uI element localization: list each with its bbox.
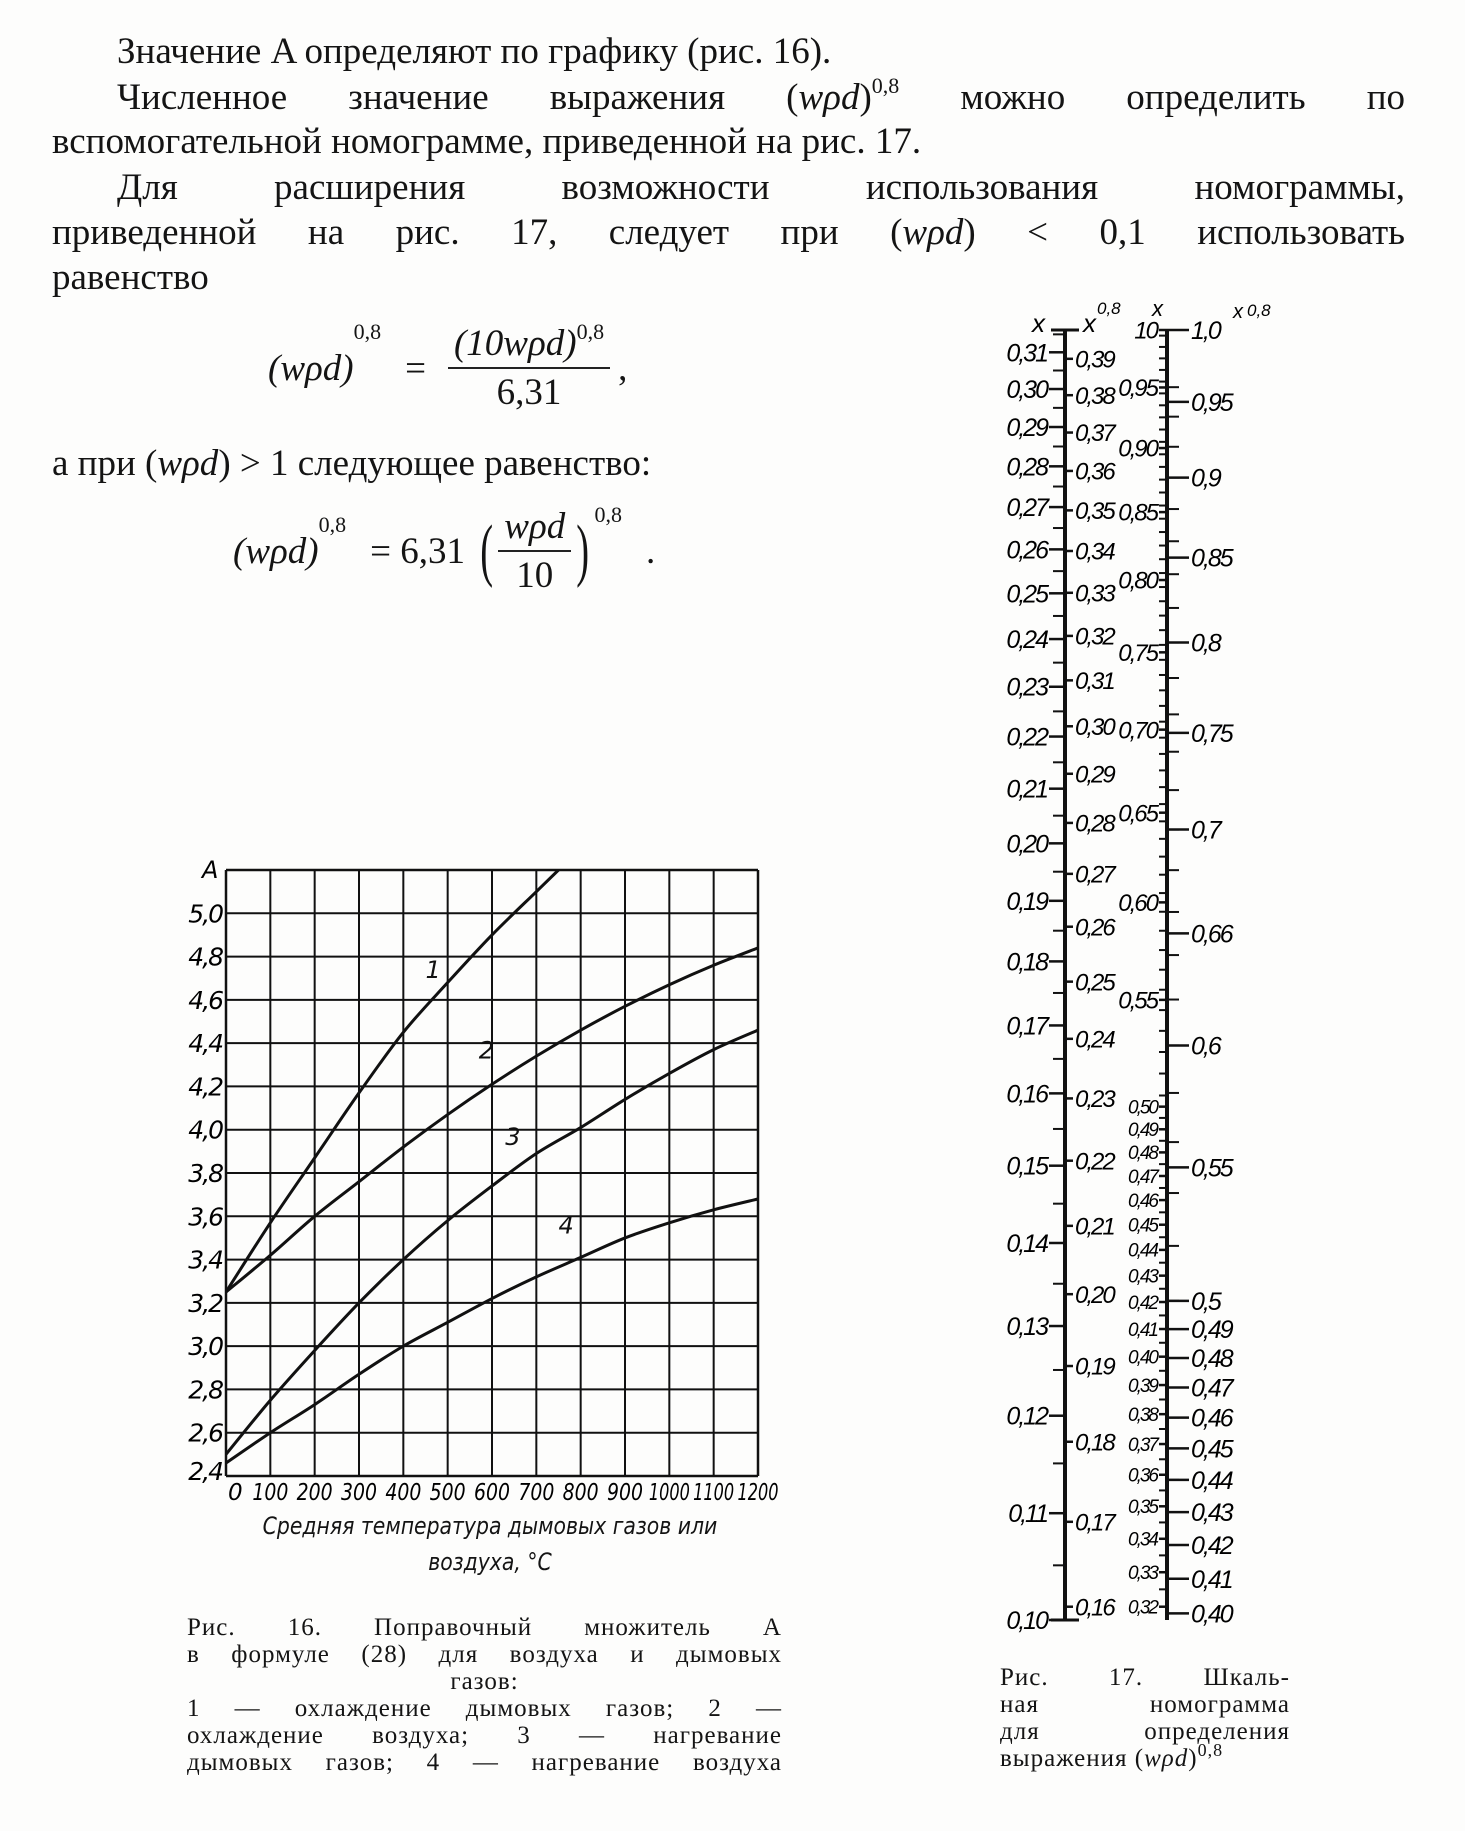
numerator: wρd <box>498 505 571 552</box>
x-tick-label: 500 <box>429 1480 466 1506</box>
curve-label: 2 <box>478 1036 494 1065</box>
right-scale-x-label: 0,39 <box>1128 1375 1157 1397</box>
right-scale-header-exponent: 0,8 <box>1247 301 1271 320</box>
expression: wρd <box>1144 1745 1189 1772</box>
right-scale-x-label: 0,85 <box>1118 499 1157 527</box>
figure-17-caption <box>1000 1664 1290 1772</box>
right-scale-x-label: 0,38 <box>1128 1404 1157 1426</box>
right-scale-x-label: 0,40 <box>1128 1347 1157 1369</box>
expression: wρd <box>902 212 964 253</box>
right-scale-x-label: 0,42 <box>1128 1292 1157 1314</box>
y-tick-label: 4,2 <box>188 1072 222 1102</box>
left-scale-x08-label: 0,17 <box>1075 1509 1114 1537</box>
comma: , <box>618 347 628 389</box>
right-scale-x-label: 0,41 <box>1128 1319 1157 1341</box>
x-tick-label: 800 <box>562 1480 599 1506</box>
left-scale-x-label: 0,27 <box>1006 494 1047 523</box>
x-tick-label: 0 <box>228 1480 243 1506</box>
left-scale-x-label: 0,14 <box>1006 1229 1047 1258</box>
text: можно определить по <box>899 77 1405 118</box>
right-scale-x08-label: 0,7 <box>1191 816 1220 845</box>
exponent: 0,8 <box>871 73 900 98</box>
right-scale-x-label: 0,44 <box>1128 1240 1157 1262</box>
right-scale-x08-label: 0,75 <box>1191 719 1232 748</box>
right-scale-x08-label: 0,49 <box>1191 1316 1232 1345</box>
y-tick-label: 3,4 <box>188 1245 222 1275</box>
right-scale-x-label: 0,75 <box>1118 639 1157 667</box>
left-scale-x-label: 0,24 <box>1006 626 1047 655</box>
left-scale-x-label: 0,22 <box>1006 723 1047 752</box>
curve-label: 4 <box>558 1211 574 1240</box>
left-scale-header-x08: x <box>1083 308 1096 338</box>
left-scale-x08-label: 0,37 <box>1075 420 1114 448</box>
x-tick-label: 700 <box>518 1480 555 1506</box>
curve-label: 3 <box>505 1122 521 1151</box>
paragraph-3-line-3: равенство <box>52 257 209 298</box>
x-tick-label: 200 <box>296 1480 333 1506</box>
right-scale-x08-label: 0,45 <box>1191 1435 1232 1464</box>
right-scale-x-label: 0,34 <box>1128 1529 1157 1551</box>
left-scale-x08-label: 0,39 <box>1075 346 1114 374</box>
left-scale-x08-label: 0,28 <box>1075 810 1114 838</box>
left-scale-x08-label: 0,32 <box>1075 623 1114 651</box>
paragraph-3-line-1: Для расширения возможности использования номограммы, <box>117 167 1405 208</box>
y-tick-label: 4,0 <box>188 1115 222 1145</box>
right-scale-x-label: 0,70 <box>1118 717 1157 745</box>
left-scale-header-x: x <box>1032 308 1045 338</box>
right-scale-x08-label: 0,48 <box>1191 1344 1232 1373</box>
caption-line: в формуле (28) для воздуха и дымовых <box>187 1641 782 1668</box>
left-scale-x-label: 0,21 <box>1006 775 1047 804</box>
right-scale-x08-label: 0,85 <box>1191 544 1232 573</box>
right-scale-x-label: 0,60 <box>1118 890 1157 918</box>
left-scale-x-label: 0,15 <box>1006 1152 1047 1181</box>
left-scale-x08-label: 0,35 <box>1075 498 1114 526</box>
equals-coefficient: = 6,31 <box>370 530 465 572</box>
caption-line: газов: <box>450 1668 519 1695</box>
left-scale-x08-label: 0,20 <box>1075 1281 1114 1309</box>
right-scale-x-label: 0,90 <box>1118 435 1157 463</box>
y-axis-label: A <box>202 856 219 884</box>
right-scale-x-label: 0,35 <box>1128 1497 1157 1519</box>
left-scale-x08-label: 0,36 <box>1075 458 1114 486</box>
x-tick-label: 300 <box>341 1480 377 1506</box>
right-scale-x08-label: 0,9 <box>1191 464 1220 493</box>
paren-open: ( <box>480 512 494 589</box>
left-scale-x-label: 0,23 <box>1006 673 1047 702</box>
left-scale-x-label: 0,25 <box>1006 580 1047 609</box>
left-scale-x08-label: 0,18 <box>1075 1429 1114 1457</box>
left-scale-x08-label: 0,26 <box>1075 914 1114 942</box>
left-scale-x08-label: 0,19 <box>1075 1353 1114 1381</box>
left-scale-x08-label: 0,30 <box>1075 713 1114 741</box>
right-scale-x08-label: 0,44 <box>1191 1466 1232 1495</box>
left-scale-x-label: 0,19 <box>1006 887 1047 916</box>
text: а при ( <box>52 443 158 484</box>
left-scale-header-exponent: 0,8 <box>1097 299 1121 318</box>
left-scale-x-label: 0,26 <box>1006 536 1047 565</box>
right-scale-x08-label: 0,42 <box>1191 1532 1232 1561</box>
y-tick-label: 5,0 <box>188 899 222 929</box>
left-scale-x08-label: 0,25 <box>1075 969 1114 997</box>
exponent: 0,8 <box>353 319 382 344</box>
right-scale-x-label: 10 <box>1134 317 1157 345</box>
right-scale-x-label: 0,45 <box>1128 1215 1157 1237</box>
paren-close: ) <box>576 512 590 589</box>
expression: wρd <box>157 443 219 484</box>
denominator: 10 <box>516 555 554 596</box>
left-scale-x-label: 0,16 <box>1006 1080 1047 1109</box>
y-tick-label: 4,4 <box>188 1029 222 1059</box>
left-scale-x-label: 0,29 <box>1006 414 1047 443</box>
left-scale-x08-label: 0,21 <box>1075 1213 1114 1241</box>
right-scale-x08-label: 0,43 <box>1191 1499 1232 1528</box>
left-scale-x08-label: 0,38 <box>1075 382 1114 410</box>
left-scale-x-label: 0,10 <box>1006 1607 1047 1635</box>
formula-lhs: (wρd) <box>233 530 319 572</box>
right-scale-x-label: 0,80 <box>1118 567 1157 595</box>
caption-line: дымовых газов; 4 — нагревание воздуха <box>187 1749 782 1776</box>
y-tick-label: 3,6 <box>188 1202 222 1232</box>
paragraph-1: Значение A определяют по графику (рис. 16). <box>117 31 832 72</box>
right-scale-x-label: 0,95 <box>1118 375 1157 403</box>
right-scale-x-label: 0,37 <box>1128 1434 1157 1456</box>
caption-line: охлаждение воздуха; 3 — нагревание <box>187 1722 782 1749</box>
left-scale-x-label: 0,17 <box>1006 1012 1047 1041</box>
right-scale-x08-label: 0,8 <box>1191 629 1220 658</box>
right-scale-x08-label: 0,46 <box>1191 1404 1232 1433</box>
x-tick-label: 600 <box>474 1480 510 1506</box>
x-tick-label: 1000 <box>648 1480 690 1506</box>
expression: wρd <box>798 77 860 118</box>
left-scale-x08-label: 0,22 <box>1075 1148 1114 1176</box>
y-tick-label: 3,0 <box>188 1332 222 1362</box>
text: ) <box>1188 1745 1198 1772</box>
caption-line: для определения <box>1000 1718 1290 1745</box>
x-tick-label: 100 <box>252 1480 289 1506</box>
right-scale-x-label: 0,48 <box>1128 1143 1157 1165</box>
right-scale-x08-label: 0,66 <box>1191 920 1232 949</box>
x-tick-label: 400 <box>385 1480 422 1506</box>
left-scale-x08-label: 0,27 <box>1075 861 1114 889</box>
caption-line: Рис. 16. Поправочный множитель A <box>187 1614 782 1641</box>
curve-label: 1 <box>425 956 441 985</box>
left-scale-x-label: 0,20 <box>1006 830 1047 859</box>
caption-line: ная номограмма <box>1000 1691 1290 1718</box>
text: (10wρd) <box>453 323 577 364</box>
text: ) <box>859 77 872 118</box>
left-scale-x-label: 0,31 <box>1006 339 1047 368</box>
exponent: 0,8 <box>318 512 347 537</box>
left-scale-x-label: 0,28 <box>1006 453 1047 482</box>
x-tick-label: 1100 <box>693 1480 735 1506</box>
exponent: 0,8 <box>1197 1740 1224 1760</box>
left-scale-x08-label: 0,34 <box>1075 538 1114 566</box>
right-scale-x-label: 0,46 <box>1128 1190 1157 1212</box>
formula-lhs: (wρd) <box>268 347 354 389</box>
y-tick-label: 2,6 <box>188 1418 222 1448</box>
right-scale-x-label: 0,65 <box>1118 800 1157 828</box>
y-tick-label: 3,8 <box>188 1159 222 1188</box>
right-scale-x08-label: 0,55 <box>1191 1154 1232 1183</box>
left-scale-x08-label: 0,16 <box>1075 1594 1114 1622</box>
right-scale-x08-label: 0,47 <box>1191 1374 1232 1403</box>
right-scale-x08-label: 0,5 <box>1191 1287 1220 1316</box>
text: приведенной на рис. 17, следует при ( <box>52 212 903 253</box>
right-scale-header-x: x <box>1152 296 1163 321</box>
right-scale-x-label: 0,47 <box>1128 1166 1157 1188</box>
right-scale-x-label: 0,50 <box>1128 1097 1157 1119</box>
text: ) > 1 следующее равенство: <box>218 443 652 484</box>
left-scale-x08-label: 0,29 <box>1075 761 1114 789</box>
denominator: 6,31 <box>496 372 562 413</box>
caption-line <box>1000 1740 1290 1772</box>
y-tick-label: 2,4 <box>188 1457 222 1486</box>
y-tick-label: 4,8 <box>188 942 222 972</box>
x-tick-label: 1200 <box>737 1480 779 1506</box>
period: . <box>646 530 656 572</box>
caption-line: 1 — охлаждение дымовых газов; 2 — <box>187 1695 782 1722</box>
y-tick-label: 2,8 <box>188 1375 222 1405</box>
paragraph-2-line-2: вспомогательной номограмме, приведенной на рис. 17. <box>52 121 922 162</box>
right-scale-x-label: 0,55 <box>1118 987 1157 1015</box>
right-scale-x-label: 0,33 <box>1128 1563 1157 1585</box>
right-scale-x08-label: 1,0 <box>1191 317 1220 345</box>
left-scale-x08-label: 0,31 <box>1075 667 1114 695</box>
right-scale-x08-label: 0,95 <box>1191 388 1232 417</box>
text: выражения ( <box>1000 1745 1145 1772</box>
left-scale-x-label: 0,30 <box>1006 376 1047 405</box>
x-tick-label: 900 <box>607 1480 643 1506</box>
y-tick-label: 3,2 <box>188 1288 222 1318</box>
text: ) < 0,1 использовать <box>963 212 1406 253</box>
right-scale-x08-label: 0,40 <box>1191 1600 1232 1629</box>
right-scale-header-x08: x <box>1233 301 1243 323</box>
right-scale-x08-label: 0,6 <box>1191 1032 1220 1061</box>
right-scale-x-label: 0,43 <box>1128 1266 1157 1288</box>
left-scale-x-label: 0,12 <box>1006 1402 1047 1431</box>
exponent: 0,8 <box>594 502 623 527</box>
left-scale-x08-label: 0,23 <box>1075 1086 1114 1114</box>
text: Численное значение выражения ( <box>117 77 799 118</box>
right-scale-x08-label: 0,41 <box>1191 1565 1232 1594</box>
right-scale-x-label: 0,36 <box>1128 1465 1157 1487</box>
left-scale-x-label: 0,11 <box>1008 1500 1047 1529</box>
figure-16-caption <box>187 1614 782 1776</box>
left-scale-x08-label: 0,24 <box>1075 1026 1114 1054</box>
x-axis-title-line-2: воздуха, °C <box>428 1548 552 1576</box>
right-scale-x-label: 0,32 <box>1128 1597 1157 1619</box>
exponent: 0,8 <box>576 319 605 344</box>
caption-line: Рис. 17. Шкаль- <box>1000 1664 1290 1691</box>
left-scale-x-label: 0,13 <box>1006 1313 1047 1342</box>
y-tick-label: 4,6 <box>188 985 222 1015</box>
right-scale-x-label: 0,49 <box>1128 1120 1157 1142</box>
left-scale-x-label: 0,18 <box>1006 948 1047 977</box>
left-scale-x08-label: 0,33 <box>1075 580 1114 608</box>
equals: = <box>405 347 426 389</box>
x-axis-title-line-1: Средняя температура дымовых газов или <box>262 1512 718 1540</box>
